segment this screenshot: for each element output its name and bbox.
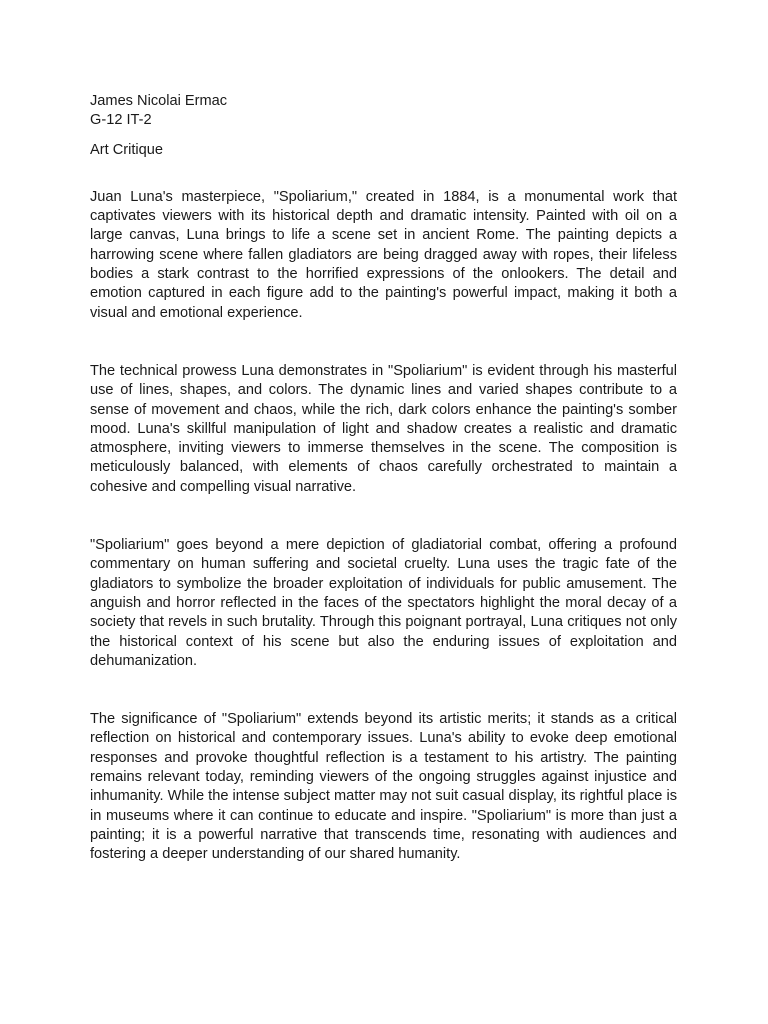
- paragraph-introduction: Juan Luna's masterpiece, "Spoliarium," created in 1884, is a monumental work that captivates viewers with its historical depth and dramatic intensity. Painted with oil on a large canvas, Luna brings to life a scene set in ancient Rome. The painting depicts a harrowing scene where fallen gladiators are being dragged away with ropes, their lifeless bodies a stark contrast to the horrified expressions of the onlookers. The detail and emotion captured in each figure add to the painting's powerful impact, making it both a visual and emotional experience.: [90, 188, 677, 321]
- paragraph-significance: The significance of "Spoliarium" extends beyond its artistic merits; it stands as a critical reflection on historical and contemporary issues. Luna's ability to evoke deep emotional responses and provoke thoughtful reflection is a testament to his artistry. The painting remains relevant today, reminding viewers of the ongoing struggles against injustice and inhumanity. While the intense subject matter may not suit casual display, its rightful place is in museums where it can continue to educate and inspire. "Spoliarium" is more than just a painting; it is a powerful narrative that transcends time, resonating with audiences and fostering a deeper understanding of our shared humanity.: [90, 711, 677, 863]
- class-section: G-12 IT-2: [90, 112, 152, 129]
- paragraph-technique: The technical prowess Luna demonstrates in "Spoliarium" is evident through his masterful use of lines, shapes, and colors. The dynamic lines and varied shapes contribute to a sense of movement and chaos, while the rich, dark colors enhance the painting's somber mood. Luna's skillful manipulation of light and shadow creates a realistic and dramatic atmosphere, inviting viewers to immerse themselves in the scene. The composition is meticulously balanced, with elements of chaos carefully orchestrated to maintain a cohesive and compelling visual narrative.: [90, 362, 677, 495]
- paragraph-commentary: "Spoliarium" goes beyond a mere depiction of gladiatorial combat, offering a profound commentary on human suffering and societal cruelty. Luna uses the tragic fate of the gladiators to symbolize the broader exploitation of individuals for public amusement. The anguish and horror reflected in the faces of the spectators highlight the moral decay of a society that revels in such brutality. Through this poignant portrayal, Luna critiques not only the historical context of his scene but also the enduring issues of exploitation and dehumanization.: [90, 537, 677, 669]
- document-title: Art Critique: [90, 141, 163, 158]
- author-name: James Nicolai Ermac: [90, 93, 228, 109]
- document-page: [90, 92, 677, 865]
